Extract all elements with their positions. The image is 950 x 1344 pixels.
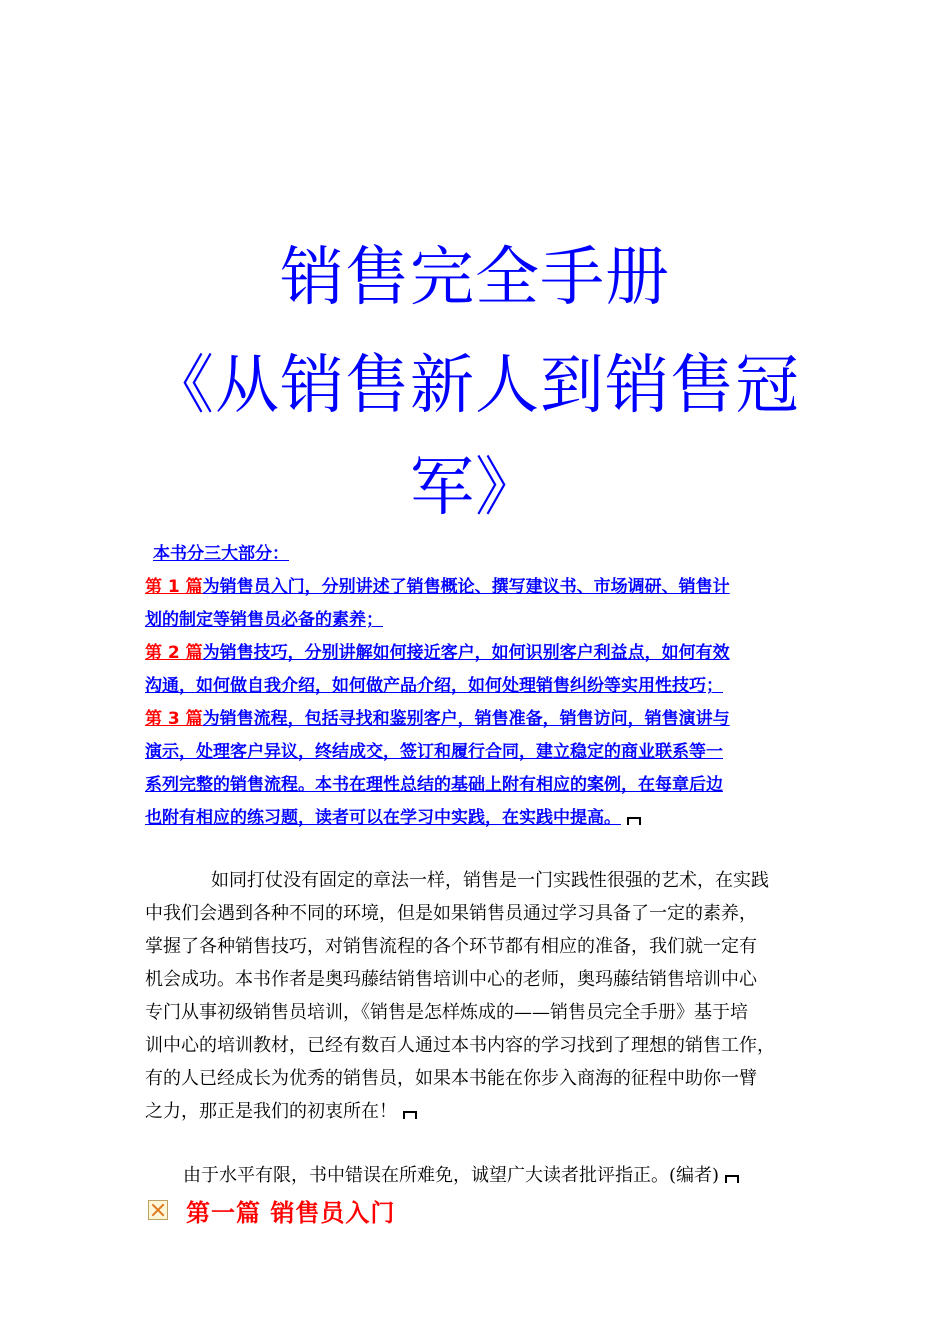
part1-text-line1: 为销售员入门，分别讲述了销售概论、撰写建议书、市场调研、销售计 xyxy=(202,577,730,597)
part1-text-line2: 划的制定等销售员必备的素养； xyxy=(145,610,383,630)
part3-text-line1: 为销售流程，包括寻找和鉴别客户，销售准备，销售访问，销售演讲与 xyxy=(202,709,730,729)
summary-intro: 本书分三大部分： xyxy=(153,544,289,564)
book-subtitle-line1: 《从销售新人到销售冠 xyxy=(150,349,800,423)
chapter-heading xyxy=(148,1190,395,1230)
book-title: 销售完全手册 xyxy=(280,241,670,315)
body-line: 掌握了各种销售技巧，对销售流程的各个环节都有相应的准备，我们就一定有 xyxy=(145,936,757,957)
summary-block xyxy=(145,538,805,835)
paragraph-mark-icon xyxy=(403,1111,417,1119)
part3-label: 第 3 篇 xyxy=(145,709,203,729)
broken-image-icon xyxy=(148,1200,168,1220)
part3-text-line4: 也附有相应的练习题，读者可以在学习中实践，在实践中提高。 xyxy=(145,808,621,828)
body-line: 训中心的培训教材，已经有数百人通过本书内容的学习找到了理想的销售工作， xyxy=(145,1035,775,1056)
body-line: 机会成功。本书作者是奥玛藤结销售培训中心的老师，奥玛藤结销售培训中心 xyxy=(145,969,757,990)
part3-text-line3: 系列完整的销售流程。本书在理性总结的基础上附有相应的案例，在每章后边 xyxy=(145,775,723,795)
paragraph-mark-icon xyxy=(725,1175,739,1183)
editor-note-text: 由于水平有限，书中错误在所难免，诚望广大读者批评指正。(编者) xyxy=(183,1165,720,1186)
part3-text-line2: 演示，处理客户异议，终结成交，签订和履行合同，建立稳定的商业联系等一 xyxy=(145,742,723,762)
part1-label: 第 1 篇 xyxy=(145,577,203,597)
intro-paragraph xyxy=(145,864,815,1128)
part2-text-line2: 沟通，如何做自我介绍，如何做产品介绍，如何处理销售纠纷等实用性技巧； xyxy=(145,676,723,696)
paragraph-mark-icon xyxy=(627,817,641,825)
body-line: 如同打仗没有固定的章法一样，销售是一门实践性很强的艺术，在实践 xyxy=(211,870,769,891)
editor-note xyxy=(183,1159,853,1192)
chapter-heading-text: 第一篇 销售员入门 xyxy=(186,1198,396,1227)
book-subtitle-line2: 军》 xyxy=(410,451,540,525)
body-line: 之力，那正是我们的初衷所在！ xyxy=(145,1101,397,1122)
part2-label: 第 2 篇 xyxy=(145,643,203,663)
part2-text-line1: 为销售技巧，分别讲解如何接近客户，如何识别客户利益点，如何有效 xyxy=(202,643,730,663)
body-line: 专门从事初级销售员培训，《销售是怎样炼成的——销售员完全手册》基于培 xyxy=(145,1002,748,1023)
body-line: 中我们会遇到各种不同的环境，但是如果销售员通过学习具备了一定的素养， xyxy=(145,903,757,924)
body-line: 有的人已经成长为优秀的销售员，如果本书能在你步入商海的征程中助你一臂 xyxy=(145,1068,757,1089)
